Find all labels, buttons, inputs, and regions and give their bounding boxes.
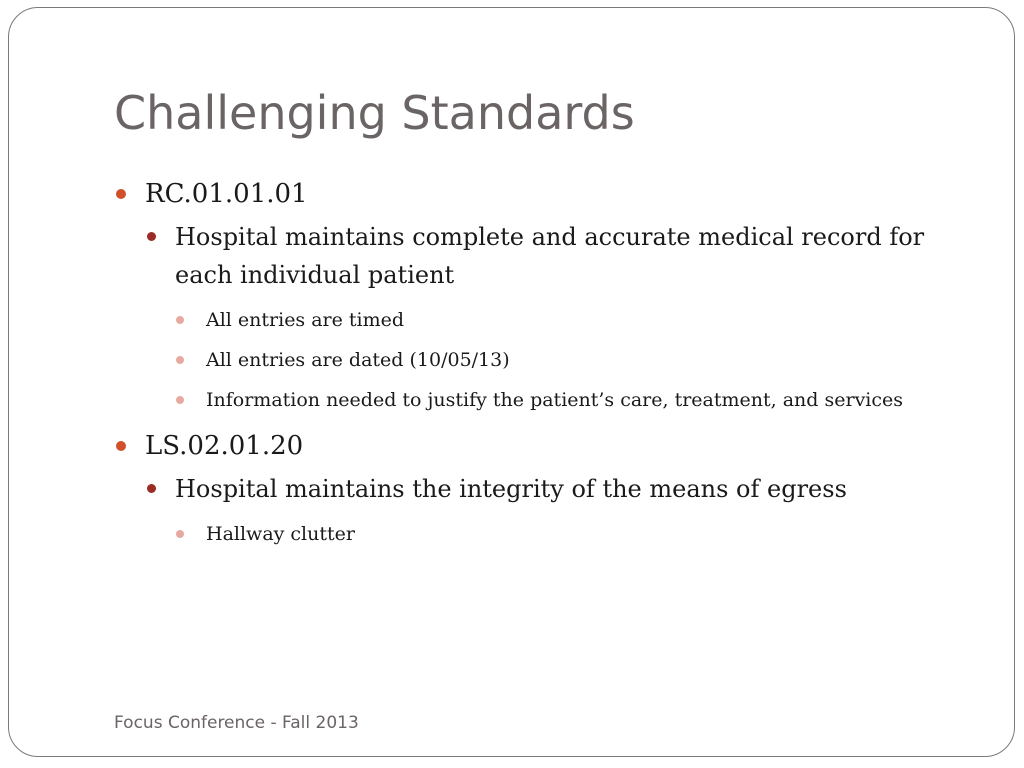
sub-bullet-text: All entries are dated (10/05/13) [206, 349, 510, 371]
sub-bullet-item [175, 520, 955, 548]
sub-bullet-text: All entries are timed [206, 309, 405, 331]
bullet-dot-icon [147, 232, 156, 241]
bullet-dot-icon [176, 396, 184, 404]
section-heading-ls [115, 428, 955, 464]
bullet-dot-icon [147, 484, 156, 493]
slide-footer: Focus Conference - Fall 2013 [114, 713, 359, 733]
section-heading-rc [115, 176, 955, 212]
sub-bullet-item [175, 346, 955, 374]
bullet-dot-icon [116, 441, 126, 451]
slide-body [115, 176, 955, 548]
bullet-dot-icon [176, 530, 184, 538]
sub-bullet-text: Information needed to justify the patient’s care, treatment, and services [206, 389, 904, 411]
sub-bullet-text: Hallway clutter [206, 523, 355, 545]
sub-bullet-item [175, 306, 955, 334]
section-label: LS.02.01.20 [145, 431, 304, 461]
slide-frame [8, 7, 1015, 757]
sub-bullet-item [175, 386, 955, 414]
section-label: RC.01.01.01 [145, 179, 308, 209]
bullet-text: Hospital maintains the integrity of the means of egress [175, 475, 847, 503]
bullet-text: Hospital maintains complete and accurate medical record for each individual patient [175, 223, 925, 289]
bullet-dot-icon [116, 189, 126, 199]
bullet-item [145, 218, 955, 294]
slide-title: Challenging Standards [114, 86, 635, 140]
bullet-dot-icon [176, 316, 184, 324]
bullet-item [145, 470, 955, 508]
bullet-dot-icon [176, 356, 184, 364]
